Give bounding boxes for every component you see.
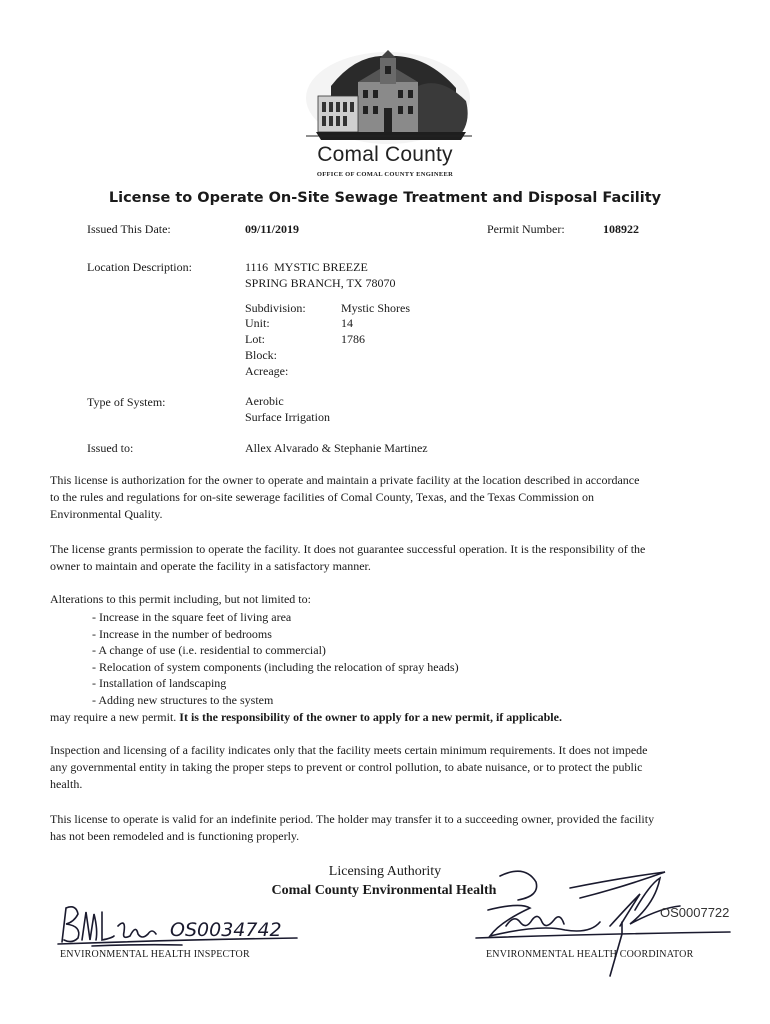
- paragraph-permission: The license grants permission to operate the facility. It does not guarantee successful operation. It is the responsibility of the owner to maintain and operate the facility in a satisfactory manner.: [50, 542, 646, 573]
- list-item: - Increase in the square feet of living area: [92, 609, 459, 626]
- licensing-authority-label: Licensing Authority: [328, 864, 442, 879]
- courthouse-logo: [296, 46, 476, 146]
- unit-label: Unit:: [245, 316, 270, 330]
- permit-number-value: 108922: [603, 222, 639, 236]
- system-type-label: Type of System:: [87, 395, 166, 409]
- alterations-intro: Alterations to this permit including, but not limited to:: [50, 592, 311, 606]
- subdivision-value: Mystic Shores: [341, 301, 410, 315]
- list-item: - A change of use (i.e. residential to commercial): [92, 642, 459, 659]
- issued-to-label: Issued to:: [87, 441, 134, 455]
- coordinator-title: ENVIRONMENTAL HEALTH COORDINATOR: [486, 949, 694, 960]
- block-label: Block:: [245, 348, 277, 362]
- inspector-title: ENVIRONMENTAL HEALTH INSPECTOR: [60, 949, 250, 960]
- paragraph-validity: This license to operate is valid for an indefinite period. The holder may transfer it to a succeeding owner, provided the facility has not been remodeled and is functioning properly.: [50, 812, 655, 843]
- subdivision-label: Subdivision:: [245, 301, 306, 315]
- paragraph-inspection: Inspection and licensing of a facility indicates only that the facility meets certain minimum requirements. It does not impede any governmental entity in taking the proper steps to prevent or control pollution, to abate nuisance, or to protect the public health.: [50, 743, 648, 791]
- county-name: Comal County: [317, 143, 453, 166]
- system-type-line-2: Surface Irrigation: [245, 410, 330, 424]
- address-line-2: SPRING BRANCH, TX 78070: [245, 276, 396, 290]
- alterations-list: [92, 609, 459, 709]
- alterations-closing: [50, 709, 690, 726]
- document-title: License to Operate On-Site Sewage Treatment and Disposal Facility: [108, 190, 662, 206]
- coordinator-id-stamp: OS0007722: [660, 905, 730, 920]
- alterations-closing-text: may require a new permit.: [50, 710, 177, 724]
- location-label: Location Description:: [87, 260, 192, 274]
- licensing-authority-name: Comal County Environmental Health: [271, 883, 497, 898]
- system-type-line-1: Aerobic: [245, 394, 284, 408]
- inspector-signature: [52, 900, 302, 950]
- permit-number-label: Permit Number:: [487, 222, 565, 236]
- list-item: - Relocation of system components (including the relocation of spray heads): [92, 659, 459, 676]
- issued-to-value: Allex Alvarado & Stephanie Martinez: [245, 441, 428, 455]
- list-item: - Installation of landscaping: [92, 675, 459, 692]
- acreage-label: Acreage:: [245, 364, 289, 378]
- lot-value: 1786: [341, 332, 365, 346]
- list-item: - Increase in the number of bedrooms: [92, 626, 459, 643]
- coordinator-signature: [470, 864, 740, 979]
- lot-label: Lot:: [245, 332, 265, 346]
- inspector-id-handwritten: OS0034742: [170, 919, 282, 941]
- office-subtitle: OFFICE OF COMAL COUNTY ENGINEER: [316, 171, 454, 178]
- unit-value: 14: [341, 316, 353, 330]
- address-line-1: 1116 MYSTIC BREEZE: [245, 260, 368, 274]
- list-item: - Adding new structures to the system: [92, 692, 459, 709]
- paragraph-authorization: This license is authorization for the owner to operate and maintain a private facility at the location described in accordance to the rules and regulations for on-site sewerage facilities of Comal County, Texas, and the Texas Commission on Environmental Quality.: [50, 473, 640, 521]
- issued-date-label: Issued This Date:: [87, 222, 171, 236]
- owner-responsibility-note: It is the responsibility of the owner to apply for a new permit, if applicable.: [179, 710, 562, 724]
- issued-date-value: 09/11/2019: [245, 222, 300, 236]
